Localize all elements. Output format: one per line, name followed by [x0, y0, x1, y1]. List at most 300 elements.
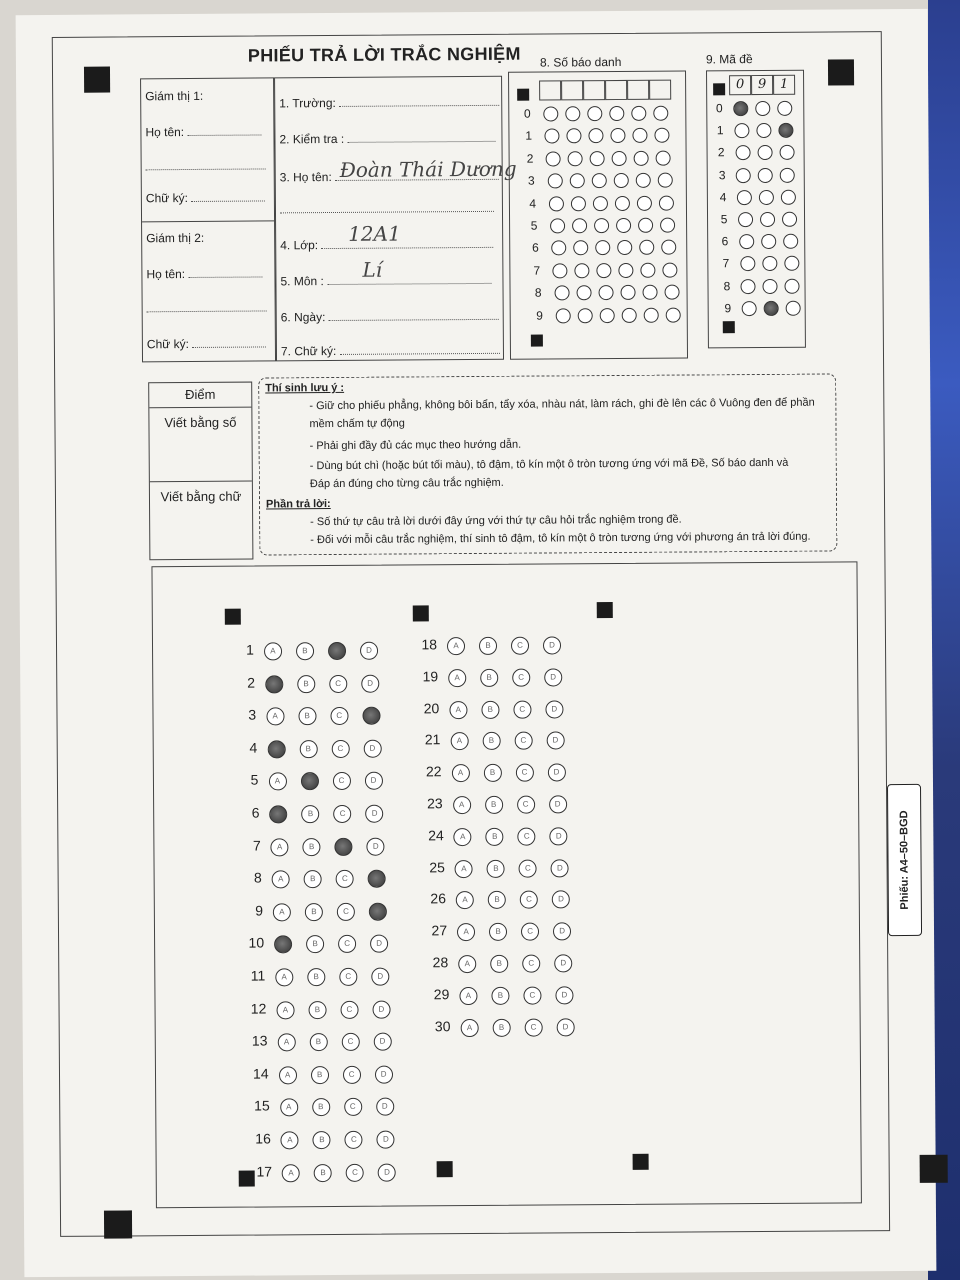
answer-bubble[interactable]: B	[298, 707, 316, 725]
sbd-bubble[interactable]	[661, 240, 676, 255]
answer-bubble[interactable]	[335, 837, 353, 855]
exam-code-bubble[interactable]	[734, 123, 749, 138]
question-number: 24	[428, 827, 444, 844]
answer-bubble[interactable]: D	[373, 1033, 391, 1051]
question-number: 22	[425, 763, 442, 780]
answer-bubble[interactable]: D	[366, 805, 384, 823]
answer-bubble[interactable]: D	[372, 1000, 390, 1018]
answer-bubble[interactable]: B	[304, 870, 322, 888]
timing-mark	[84, 67, 110, 93]
answer-bubble[interactable]: C	[341, 1033, 359, 1051]
sbd-bubble[interactable]	[664, 285, 679, 300]
sbd-bubble[interactable]	[593, 196, 608, 211]
school-field[interactable]	[339, 105, 499, 107]
answer-bubble[interactable]: A	[282, 1164, 300, 1182]
sbd-write-cell[interactable]	[561, 80, 583, 100]
exam-code-digit-label: 3	[718, 167, 726, 182]
exam-code-digit-label: 7	[722, 256, 730, 271]
question-number: 26	[430, 890, 447, 907]
sbd-bubble[interactable]	[571, 196, 586, 211]
sbd-bubble[interactable]	[634, 151, 649, 166]
answer-bubble[interactable]: A	[458, 955, 476, 973]
question-number: 16	[255, 1130, 271, 1147]
proctor2-label: Giám thị 2:	[146, 230, 205, 246]
exam-code-bubble[interactable]	[733, 101, 748, 116]
answer-bubble[interactable]: B	[311, 1066, 329, 1084]
question-number: 25	[429, 858, 445, 875]
answer-bubble[interactable]: A	[271, 838, 289, 856]
answer-sheet	[16, 9, 937, 1277]
form-code: Phiếu: A4–50–BGD	[898, 810, 911, 910]
score-number-label: Viết bằng số	[164, 414, 237, 431]
sbd-bubble[interactable]	[569, 173, 584, 188]
answer-bubble[interactable]: C	[513, 700, 531, 718]
question-number: 30	[434, 1017, 451, 1034]
answer-bubble[interactable]: A	[459, 987, 477, 1005]
answer-bubble[interactable]: A	[276, 1001, 294, 1019]
exam-code-bubble[interactable]	[755, 101, 770, 116]
answer-bubble[interactable]: A	[275, 968, 293, 986]
divider	[150, 481, 252, 483]
answer-bubble[interactable]: D	[554, 954, 572, 972]
class-field[interactable]	[321, 247, 493, 249]
sbd-bubble[interactable]	[631, 106, 646, 121]
answer-bubble[interactable]: D	[552, 891, 570, 909]
answer-bubble[interactable]: B	[480, 669, 498, 687]
answer-bubble[interactable]: C	[334, 805, 352, 823]
answer-bubble[interactable]: C	[524, 1018, 542, 1036]
answer-bubble[interactable]: C	[521, 923, 539, 941]
answer-bubble[interactable]: A	[453, 796, 471, 814]
answer-bubble[interactable]: A	[264, 642, 282, 660]
note-line: - Dùng bút chì (hoặc bút tối màu), tô đậm, tô kín một ô tròn tương ứng với mã Đề, Số báo danh và	[309, 456, 789, 473]
note-line: - Đối với mỗi câu trắc nghiệm, thí sinh tô đậm, tô kín một ô tròn tương ứng với phương án trả lời đúng.	[310, 530, 811, 547]
sbd-bubble[interactable]	[597, 263, 612, 278]
sbd-write-cell[interactable]	[627, 80, 649, 100]
answer-bubble[interactable]: B	[487, 859, 505, 877]
answer-bubble[interactable]: D	[360, 642, 378, 660]
answer-bubble[interactable]: C	[511, 637, 529, 655]
answer-bubble[interactable]: D	[371, 968, 389, 986]
sbd-bubble[interactable]	[577, 308, 592, 323]
sbd-bubble[interactable]	[567, 129, 582, 144]
answer-bubble[interactable]: A	[456, 891, 474, 909]
sbd-bubble[interactable]	[639, 240, 654, 255]
sbd-bubble[interactable]	[633, 128, 648, 143]
answer-bubble[interactable]: C	[329, 674, 347, 692]
answer-bubble[interactable]	[328, 642, 346, 660]
sbd-bubble[interactable]	[659, 195, 674, 210]
answer-bubble[interactable]: C	[519, 859, 537, 877]
sbd-bubble[interactable]	[589, 128, 604, 143]
answer-bubble[interactable]: B	[482, 732, 500, 750]
sbd-bubble[interactable]	[590, 151, 605, 166]
answer-bubble[interactable]: A	[449, 701, 467, 719]
candidate-info-box	[274, 76, 517, 362]
sbd-digit-label: 5	[530, 218, 538, 233]
answer-bubble[interactable]: C	[343, 1066, 361, 1084]
exam-code-bubble[interactable]	[756, 123, 771, 138]
answer-bubble[interactable]: A	[447, 637, 465, 655]
answer-bubble[interactable]: C	[339, 968, 357, 986]
divider	[142, 220, 274, 222]
sbd-write-cell[interactable]	[583, 80, 605, 100]
answer-bubble[interactable]: A	[454, 828, 472, 846]
sbd-bubble[interactable]	[551, 241, 566, 256]
answer-bubble[interactable]: D	[375, 1065, 393, 1083]
answer-bubble[interactable]	[267, 740, 285, 758]
school-label: 1. Trường:	[279, 95, 336, 111]
proctor2-name-extra[interactable]	[147, 300, 267, 315]
answer-bubble[interactable]	[274, 936, 292, 954]
answer-bubble[interactable]: D	[555, 986, 573, 1004]
sbd-bubble[interactable]	[565, 106, 580, 121]
question-number: 15	[254, 1097, 270, 1114]
answer-bubble[interactable]	[265, 675, 283, 693]
sbd-bubble[interactable]	[620, 285, 635, 300]
answer-bubble[interactable]	[270, 805, 288, 823]
answer-bubble[interactable]: A	[266, 708, 284, 726]
proctor1-sign-field[interactable]	[191, 200, 265, 202]
answer-area	[151, 561, 861, 1208]
timing-mark	[104, 1210, 132, 1238]
answer-bubble[interactable]: B	[313, 1131, 331, 1149]
proctor2-name-field[interactable]	[188, 276, 262, 278]
exam-code-bubble[interactable]	[777, 101, 792, 116]
exam-code-bubble[interactable]	[742, 301, 757, 316]
answer-bubble[interactable]: C	[518, 827, 536, 845]
answer-bubble[interactable]: A	[277, 1033, 295, 1051]
sbd-bubble[interactable]	[635, 173, 650, 188]
timing-mark	[723, 321, 735, 333]
answer-bubble[interactable]: C	[515, 764, 533, 782]
class-handwritten: 12A1	[348, 221, 401, 246]
exam-code-label: 9. Mã đề	[705, 52, 753, 67]
sbd-bubble[interactable]	[612, 151, 627, 166]
sbd-bubble[interactable]	[619, 263, 634, 278]
exam-code-bubble[interactable]	[736, 168, 751, 183]
answer-bubble[interactable]: A	[457, 923, 475, 941]
answer-bubble[interactable]: C	[340, 1000, 358, 1018]
sbd-digit-label: 0	[523, 106, 531, 121]
date-label: 6. Ngày:	[280, 310, 326, 325]
answer-bubble[interactable]: B	[481, 700, 499, 718]
answer-bubble[interactable]: B	[483, 764, 501, 782]
answer-bubble[interactable]: B	[488, 891, 506, 909]
exam-code-bubble[interactable]	[784, 256, 799, 271]
exam-code-digit-label: 2	[717, 145, 725, 160]
answer-bubble[interactable]: C	[330, 707, 348, 725]
exam-code-bubble[interactable]	[740, 256, 755, 271]
sbd-digit-label: 3	[527, 173, 535, 188]
date-field[interactable]	[329, 319, 499, 321]
sbd-bubble[interactable]	[660, 218, 675, 233]
proctor1-name-label: Họ tên:	[145, 125, 185, 140]
exam-code-digit-label: 5	[720, 212, 728, 227]
answer-bubble[interactable]: A	[273, 903, 291, 921]
sbd-bubble[interactable]	[549, 196, 564, 211]
sbd-bubble[interactable]	[616, 218, 631, 233]
answer-bubble[interactable]: B	[491, 987, 509, 1005]
answer-bubble[interactable]: A	[272, 870, 290, 888]
sbd-bubble[interactable]	[637, 195, 652, 210]
note-line: - Giữ cho phiếu phẳng, không bôi bẩn, tẩy xóa, nhàu nát, làm rách, ghi đè lên các ô Vuông đen để phần	[309, 396, 815, 413]
answer-bubble[interactable]: D	[549, 795, 567, 813]
sbd-bubble[interactable]	[665, 307, 680, 322]
sbd-bubble[interactable]	[591, 173, 606, 188]
exam-code-bubble[interactable]	[737, 190, 752, 205]
answer-bubble[interactable]: B	[299, 740, 317, 758]
exam-code-bubble[interactable]	[763, 278, 778, 293]
exam-code-bubble[interactable]	[758, 168, 773, 183]
sbd-bubble[interactable]	[653, 106, 668, 121]
proctor1-name-extra[interactable]	[146, 158, 266, 173]
sbd-bubble[interactable]	[575, 263, 590, 278]
sbd-bubble[interactable]	[642, 285, 657, 300]
sbd-bubble[interactable]	[554, 286, 569, 301]
sbd-bubble[interactable]	[611, 128, 626, 143]
sbd-bubble[interactable]	[656, 150, 671, 165]
answer-bubble[interactable]: D	[363, 739, 381, 757]
proctor2-sign-label: Chữ ký:	[146, 336, 190, 352]
answer-bubble[interactable]: B	[490, 955, 508, 973]
sbd-bubble[interactable]	[546, 151, 561, 166]
question-number: 4	[249, 739, 258, 756]
answer-bubble[interactable]: B	[492, 1018, 510, 1036]
class-label: 4. Lớp:	[280, 238, 319, 253]
exam-code-bubble[interactable]	[778, 123, 793, 138]
answer-bubble[interactable]: D	[556, 1018, 574, 1036]
answer-bubble[interactable]	[362, 707, 380, 725]
question-number: 6	[251, 804, 260, 821]
sbd-bubble[interactable]	[576, 285, 591, 300]
answer-bubble[interactable]: B	[297, 675, 315, 693]
sbd-bubble[interactable]	[655, 128, 670, 143]
answer-bubble[interactable]: B	[302, 805, 320, 823]
answer-bubble[interactable]: B	[307, 968, 325, 986]
answer-bubble[interactable]: B	[303, 838, 321, 856]
answer-bubble[interactable]: D	[546, 732, 564, 750]
answer-bubble[interactable]: C	[523, 986, 541, 1004]
answer-bubble[interactable]: D	[543, 636, 561, 654]
sbd-bubble[interactable]	[599, 308, 614, 323]
answer-bubble[interactable]: B	[486, 828, 504, 846]
proctor1-name-field[interactable]	[187, 134, 261, 136]
exam-code-write-cell[interactable]: 1	[773, 75, 795, 95]
question-number: 14	[252, 1065, 269, 1082]
sbd-bubble[interactable]	[555, 308, 570, 323]
answer-bubble[interactable]: D	[553, 923, 571, 941]
note-line: - Số thứ tự câu trả lời dưới đây ứng với thứ tự câu hỏi trắc nghiệm trong đề.	[310, 513, 682, 529]
answer-bubble[interactable]: A	[280, 1099, 298, 1117]
sbd-label: 8. Số báo danh	[539, 54, 622, 70]
exam-code-write-cell[interactable]: 9	[751, 75, 773, 95]
answer-bubble[interactable]: A	[281, 1131, 299, 1149]
answer-bubble[interactable]: C	[522, 955, 540, 973]
answer-bubble[interactable]: C	[520, 891, 538, 909]
sbd-bubble[interactable]	[568, 151, 583, 166]
sbd-bubble[interactable]	[573, 241, 588, 256]
sbd-bubble[interactable]	[609, 106, 624, 121]
sbd-bubble[interactable]	[594, 218, 609, 233]
exam-code-bubble[interactable]	[782, 212, 797, 227]
sbd-digit-label: 4	[529, 196, 537, 211]
exam-code-bubble[interactable]	[738, 212, 753, 227]
answer-bubble[interactable]: A	[460, 1019, 478, 1037]
question-number: 28	[432, 954, 449, 971]
question-number: 21	[424, 731, 441, 748]
answer-bubble[interactable]	[368, 870, 386, 888]
question-number: 20	[423, 699, 440, 716]
answer-bubble[interactable]: D	[361, 674, 379, 692]
answer-bubble[interactable]: D	[544, 668, 562, 686]
sbd-digit-label: 2	[526, 151, 534, 166]
answer-bubble[interactable]: D	[547, 764, 565, 782]
exam-code-bubble[interactable]	[779, 145, 794, 160]
answer-bubble[interactable]: D	[377, 1131, 395, 1149]
exam-code-digit-label: 8	[723, 278, 731, 293]
answer-bubble[interactable]: B	[305, 903, 323, 921]
exam-code-write-cell[interactable]: 0	[729, 75, 751, 95]
sbd-bubble[interactable]	[553, 263, 568, 278]
date-row	[281, 309, 499, 325]
timing-mark	[828, 59, 854, 85]
answer-bubble[interactable]: C	[517, 796, 535, 814]
sbd-write-cell[interactable]	[605, 80, 627, 100]
answer-bubble[interactable]: D	[550, 827, 568, 845]
question-number: 3	[248, 706, 257, 723]
answer-bubble[interactable]: C	[514, 732, 532, 750]
answer-bubble[interactable]: B	[489, 923, 507, 941]
answer-bubble[interactable]: A	[451, 764, 469, 782]
exam-code-bubble[interactable]	[764, 301, 779, 316]
answer-bubble[interactable]: D	[367, 837, 385, 855]
answer-bubble[interactable]: C	[332, 772, 350, 790]
answer-bubble[interactable]: A	[450, 732, 468, 750]
proctor1-label: Giám thị 1:	[145, 88, 204, 104]
sbd-write-cell[interactable]	[539, 80, 561, 100]
exam-code-digit-label: 0	[715, 101, 723, 116]
answer-bubble[interactable]: C	[336, 870, 354, 888]
answer-bubble[interactable]	[369, 902, 387, 920]
question-number: 2	[247, 674, 256, 691]
exam-code-bubble[interactable]	[761, 234, 776, 249]
answer-bubble[interactable]: D	[545, 700, 563, 718]
answer-bubble[interactable]: D	[364, 772, 382, 790]
exam-code-bubble[interactable]	[780, 167, 795, 182]
sbd-bubble[interactable]	[617, 240, 632, 255]
question-number: 27	[431, 922, 448, 939]
exam-code-bubble[interactable]	[735, 145, 750, 160]
sbd-digit-label: 6	[532, 240, 539, 255]
answer-bubble[interactable]: C	[512, 668, 530, 686]
question-number: 8	[253, 869, 262, 886]
answer-bubble[interactable]: D	[370, 935, 388, 953]
answer-bubble[interactable]: B	[314, 1164, 332, 1182]
answer-bubble[interactable]: B	[296, 642, 314, 660]
exam-code-bubble[interactable]	[781, 190, 796, 205]
exam-code-bubble[interactable]	[759, 190, 774, 205]
exam-code-bubble[interactable]	[739, 234, 754, 249]
answer-bubble[interactable]: A	[279, 1066, 297, 1084]
answer-bubble[interactable]: D	[376, 1098, 394, 1116]
proctor1-sign-row	[146, 190, 265, 205]
form-code-stamp	[887, 784, 922, 936]
exam-code-bubble[interactable]	[760, 212, 775, 227]
answer-bubble[interactable]: C	[346, 1163, 364, 1181]
proctor2-sign-field[interactable]	[192, 346, 266, 348]
answer-bubble[interactable]: C	[344, 1098, 362, 1116]
sbd-bubble[interactable]	[550, 218, 565, 233]
sbd-bubble[interactable]	[657, 173, 672, 188]
exam-code-bubble[interactable]	[741, 279, 756, 294]
sbd-write-cell[interactable]	[649, 80, 671, 100]
sbd-bubble[interactable]	[545, 129, 560, 144]
exam-code-bubble[interactable]	[786, 301, 801, 316]
sbd-bubble[interactable]	[663, 262, 678, 277]
signature-field[interactable]	[340, 353, 500, 355]
sbd-bubble[interactable]	[598, 285, 613, 300]
answer-bubble[interactable]: B	[308, 1001, 326, 1019]
sbd-digit-label: 9	[536, 308, 543, 323]
subject-field[interactable]	[327, 283, 491, 285]
sbd-bubble[interactable]	[543, 106, 558, 121]
sbd-bubble[interactable]	[638, 218, 653, 233]
answer-bubble[interactable]: B	[312, 1098, 330, 1116]
test-field[interactable]	[348, 141, 496, 143]
exam-code-bubble[interactable]	[783, 234, 798, 249]
signature-row	[281, 343, 500, 359]
question-number: 9	[255, 902, 264, 919]
answer-bubble[interactable]: C	[331, 740, 349, 758]
exam-code-bubble[interactable]	[757, 145, 772, 160]
answer-heading: Phần trả lời:	[265, 498, 331, 511]
proctor1-sign-label: Chữ ký:	[145, 191, 188, 206]
exam-code-bubble[interactable]	[762, 256, 777, 271]
sbd-bubble[interactable]	[641, 263, 656, 278]
answer-bubble[interactable]: B	[479, 637, 497, 655]
exam-code-bubble[interactable]	[785, 278, 800, 293]
answer-bubble[interactable]: C	[338, 935, 356, 953]
sbd-bubble[interactable]	[595, 240, 610, 255]
sbd-bubble[interactable]	[613, 173, 628, 188]
sbd-bubble[interactable]	[547, 174, 562, 189]
answer-bubble[interactable]: A	[448, 669, 466, 687]
sbd-bubble[interactable]	[572, 218, 587, 233]
answer-bubble[interactable]: D	[551, 859, 569, 877]
answer-bubble[interactable]: A	[455, 860, 473, 878]
answer-bubble[interactable]: A	[268, 773, 286, 791]
answer-bubble[interactable]: C	[337, 903, 355, 921]
candidate-number-grid	[508, 71, 688, 360]
name-label: 3. Họ tên:	[279, 169, 332, 185]
answer-bubble[interactable]: C	[345, 1131, 363, 1149]
answer-bubble[interactable]: D	[378, 1163, 396, 1181]
school-row	[279, 95, 499, 111]
exam-code-digit-label: 1	[716, 123, 724, 138]
sbd-bubble[interactable]	[621, 307, 636, 322]
sbd-bubble[interactable]	[615, 196, 630, 211]
answer-bubble[interactable]: B	[306, 935, 324, 953]
sbd-bubble[interactable]	[643, 307, 658, 322]
timing-mark	[713, 83, 725, 95]
answer-bubble[interactable]	[300, 772, 318, 790]
answer-bubble[interactable]: B	[485, 796, 503, 814]
timing-mark	[920, 1155, 948, 1183]
name-extra[interactable]	[280, 201, 494, 216]
sbd-bubble[interactable]	[587, 106, 602, 121]
answer-bubble[interactable]: B	[309, 1033, 327, 1051]
